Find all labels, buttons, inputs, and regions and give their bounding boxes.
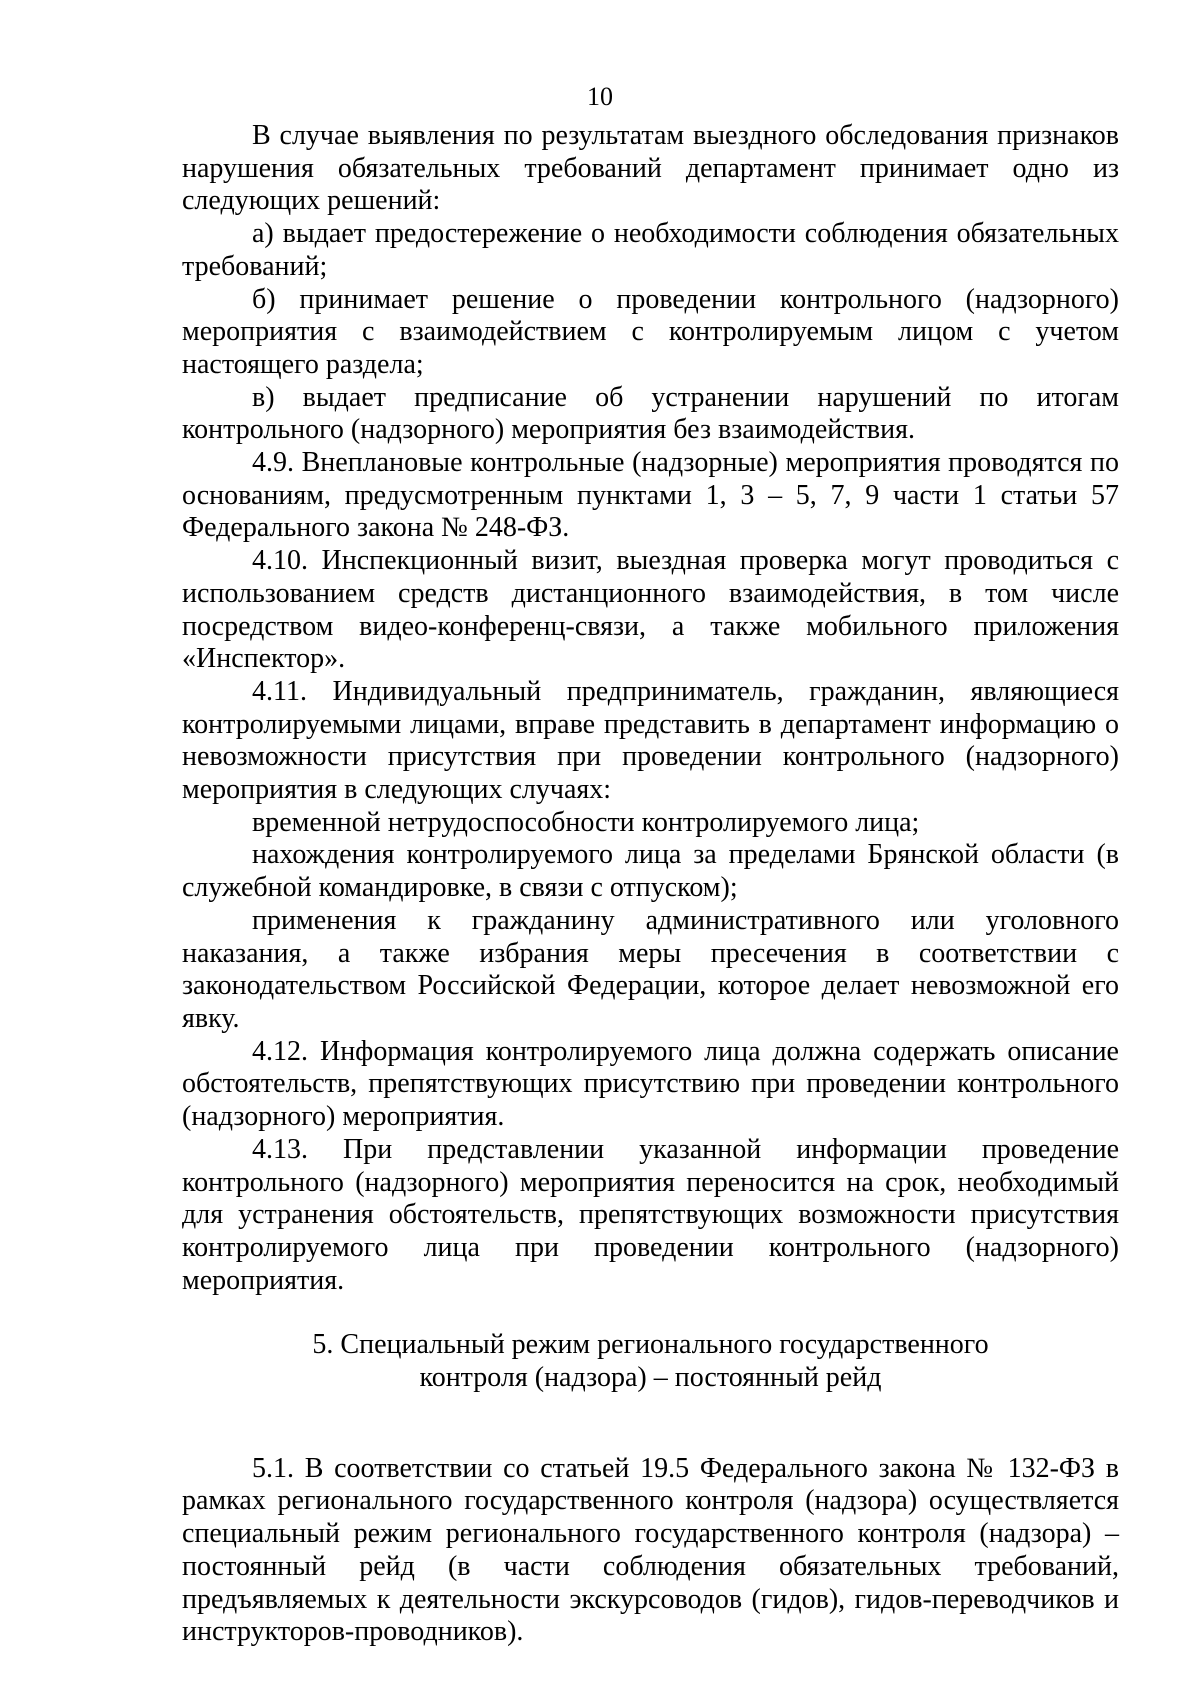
paragraph-4-11: 4.11. Индивидуальный предприниматель, гражданин, являющиеся контролируемыми лицами, вправе представить в департамент информацию о невозможности присутствия при проведении контрольного (надзорного) мероприятия в следующих случаях: <box>182 675 1119 806</box>
section-heading <box>182 1329 1119 1394</box>
paragraphs-bottom <box>182 1453 1119 1649</box>
section-heading-line-2: контроля (надзора) – постоянный рейд <box>419 1362 882 1394</box>
section-heading-line-1: 5. Специальный режим регионального государственного <box>312 1329 989 1361</box>
paragraphs-top <box>182 120 1119 1297</box>
paragraph-item-a: а) выдает предостережение о необходимости соблюдения обязательных требований; <box>182 218 1119 282</box>
paragraph-item-v: в) выдает предписание об устранении нарушений по итогам контрольного (надзорного) мероприятия без взаимодействия. <box>182 381 1119 446</box>
paragraph-case-2: нахождения контролируемого лица за пределами Брянской области (в служебной командировке, в связи с отпуском); <box>182 839 1119 904</box>
document-body <box>182 120 1119 1649</box>
paragraph-item-b: б) принимает решение о проведении контрольного (надзорного) мероприятия с взаимодействием с контролируемым лицом с учетом настоящего раздела; <box>182 283 1119 380</box>
paragraph-case-1: временной нетрудоспособности контролируемого лица; <box>252 806 920 838</box>
paragraph: В случае выявления по результатам выездного обследования признаков нарушения обязательных требований департамент принимает одно из следующих решений: <box>182 120 1119 217</box>
paragraph-4-9: 4.9. Внеплановые контрольные (надзорные) мероприятия проводятся по основаниям, предусмотренным пунктами 1, 3 – 5, 7, 9 части 1 статьи 57 Федерального закона № 248-ФЗ. <box>182 447 1119 544</box>
paragraph-5-1: 5.1. В соответствии со статьей 19.5 Федерального закона № 132-ФЗ в рамках регионального государственного контроля (надзора) осуществляется специальный режим регионального государственного контроля (надзора) – постоянный рейд (в части соблюдения обязательных требований, предъявляемых к деятельности экскурсоводов (гидов), гидов-переводчиков и инструкторов-проводников). <box>182 1452 1119 1648</box>
paragraph-4-12: 4.12. Информация контролируемого лица должна содержать описание обстоятельств, препятствующих присутствию при проведении контрольного (надзорного) мероприятия. <box>182 1035 1119 1133</box>
paragraph-4-13: 4.13. При представлении указанной информации проведение контрольного (надзорного) мероприятия переносится на срок, необходимый для устранения обстоятельств, препятствующих возможности присутствия контролируемого лица при проведении контрольного (надзорного) мероприятия. <box>182 1133 1119 1296</box>
page-number: 10 <box>587 82 613 111</box>
paragraph-case-3: применения к гражданину административного или уголовного наказания, а также избрания меры пресечения в соответствии с законодательством Российской Федерации, которое делает невозможной его явку. <box>182 904 1119 1034</box>
paragraph-4-10: 4.10. Инспекционный визит, выездная проверка могут проводиться с использованием средств дистанционного взаимодействия, в том числе посредством видео-конференц-связи, а также мобильного приложения «Инспектор». <box>182 545 1119 675</box>
